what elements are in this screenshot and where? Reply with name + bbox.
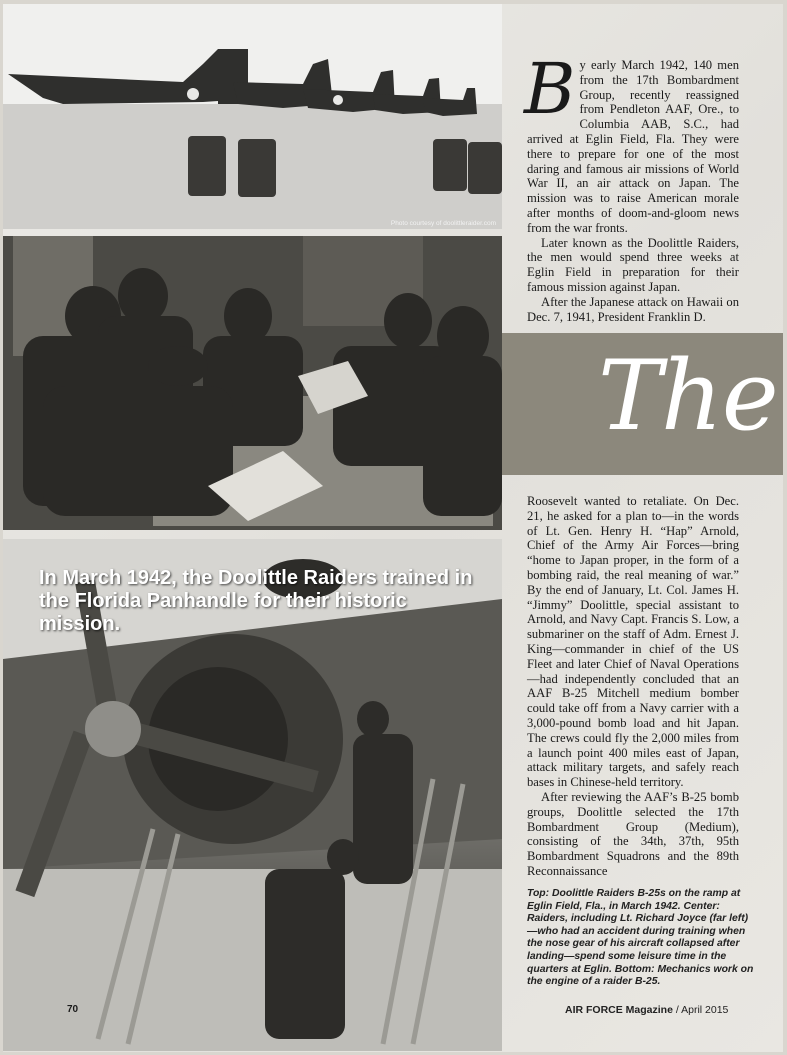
article-column-top bbox=[524, 48, 739, 324]
article-paragraph-3-cont: Roosevelt wanted to retaliate. On Dec. 21, he asked for a plan to—in the words of Lt. Gen. Henry H. “Hap” Arnold, Chief of the Army Air Forces—bring “home to Japan proper, in the form of a bombing raid, the real meaning of war.” By the end of January, Lt. Col. James H. “Jimmy” Doolittle, special assistant to Arnold, and Navy Capt. Francis S. Low, a submariner on the staff of Adm. Ernest J. King—commander in chief of the US Fleet and later Chief of Naval Operations—had independently concluded that an AAF B-25 Mitchell medium bomber could take off from a Navy carrier with a 3,000-pound bomb load and hit Japan. The crews could fly the 2,000 miles from a launch point 400 miles east of Japan, attack military targets, and safely reach bases in Chinese-held territory. bbox=[527, 494, 739, 790]
page-number: 70 bbox=[67, 1004, 79, 1015]
article-paragraph-2: Later known as the Doolittle Raiders, the men would spend three weeks at Eglin Field in preparation for their famous mission against Japan. bbox=[527, 235, 739, 294]
b25-ramp-illustration bbox=[3, 4, 502, 229]
article-paragraph-3-start: After the Japanese attack on Hawaii on Dec. 7, 1941, President Franklin D. bbox=[527, 294, 739, 324]
title-band bbox=[502, 333, 783, 475]
issue-date: / April 2015 bbox=[672, 1004, 729, 1016]
footer-publication bbox=[565, 1004, 728, 1016]
photo-credit: Photo courtesy of doolittleraider.com bbox=[390, 220, 496, 227]
magazine-name: AIR FORCE Magazine bbox=[565, 1004, 673, 1016]
photo-caption: Top: Doolittle Raiders B-25s on the ramp at Eglin Field, Fla., in March 1942. Center: Raiders, including Lt. Richard Joyce (far left)—who had an accident during training when the nose gear of his aircraft collapsed after landing—spend some leisure time in the quarters at Eglin. Bottom: Mechanics work on the engine of a raider B-25. bbox=[527, 888, 754, 988]
paragraph-1-text: y early March 1942, 140 men from the 17th Bombardment Group, recently reassigned from Pendleton AAF, Ore., to Columbia AAB, S.C., had arrived at Eglin Field, Fla. They were there to prepare for one of the most daring and famous air missions of World War II, an air attack on Japan. The mission was to raise American morale after months of doom-and-gloom news from the war fronts. bbox=[527, 58, 739, 235]
photo-b25-ramp bbox=[3, 4, 502, 229]
magazine-page bbox=[3, 4, 783, 1052]
article-paragraph-4: After reviewing the AAF’s B-25 bomb groups, Doolittle selected the 17th Bombardment Group (Medium), consisting of the 34th, 37th, 95th Bombardment Squadrons and the 89th Reconnaissance bbox=[527, 789, 739, 878]
article-column-bottom bbox=[527, 494, 739, 879]
overlay-heading: In March 1942, the Doolittle Raiders trained in the Florida Panhandle for their historic mission. bbox=[39, 567, 473, 635]
drop-cap: B bbox=[524, 48, 576, 130]
article-paragraph-1 bbox=[524, 48, 739, 236]
photo-raiders-quarters bbox=[3, 236, 502, 530]
headline-word: The bbox=[598, 340, 778, 452]
raiders-quarters-illustration bbox=[3, 236, 502, 530]
